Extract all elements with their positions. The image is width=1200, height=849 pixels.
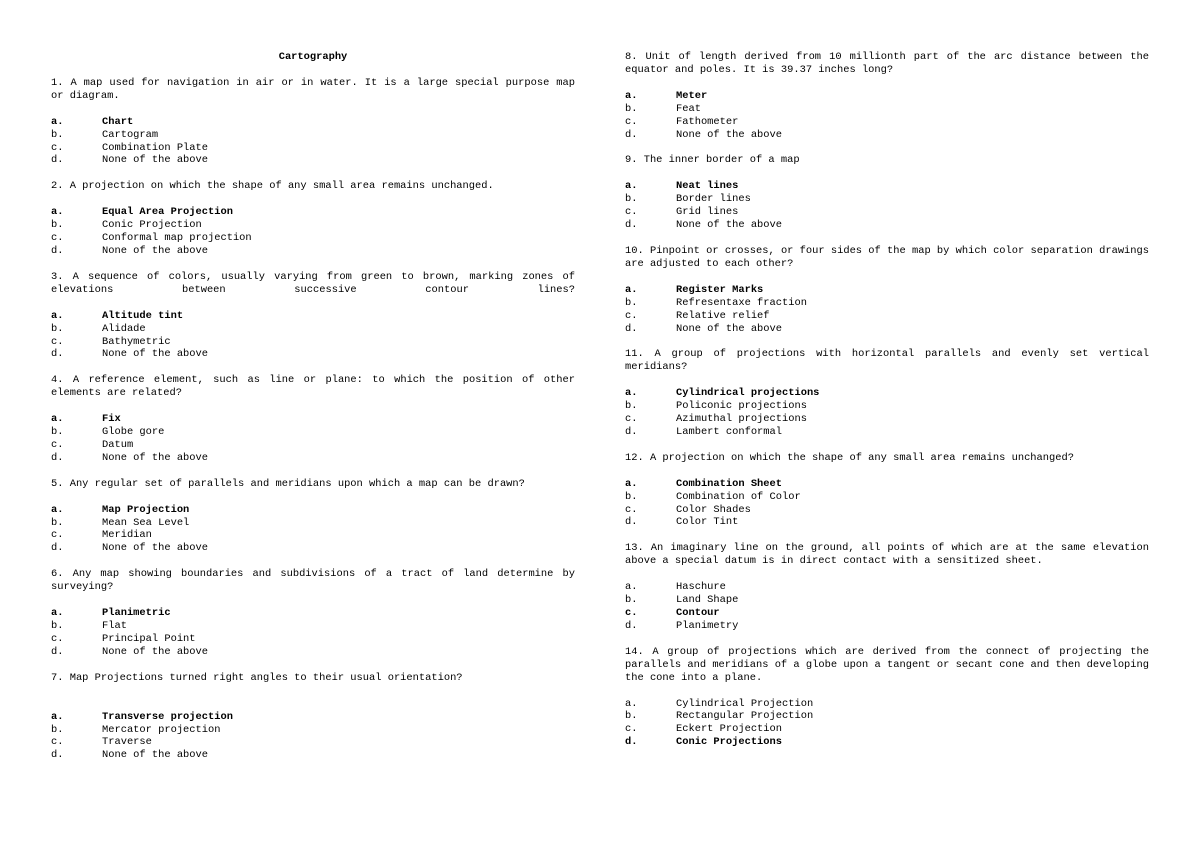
option-text: Fix [102, 413, 121, 426]
option [51, 517, 575, 530]
option-letter: b. [625, 490, 638, 503]
option-list [51, 310, 575, 362]
question-block [51, 180, 575, 258]
option-text: Register Marks [676, 283, 764, 296]
correct-option [51, 711, 575, 724]
option-text: Border lines [676, 193, 751, 206]
option-letter: c. [51, 335, 64, 348]
option-letter: b. [625, 193, 638, 206]
option [51, 646, 575, 659]
option-letter: b. [51, 219, 64, 232]
option-text: Mean Sea Level [102, 516, 190, 529]
option-letter: c. [625, 503, 638, 516]
option-text: Feat [676, 102, 701, 115]
option [625, 413, 1149, 426]
question-block [625, 245, 1149, 335]
option [625, 581, 1149, 594]
option-letter: c. [625, 413, 638, 426]
option-text: Refresentaxe fraction [676, 296, 807, 309]
option [51, 439, 575, 452]
option-list [625, 90, 1149, 142]
option-text: Cylindrical Projection [676, 697, 814, 710]
option-text: Conformal map projection [102, 232, 252, 245]
option-text: None of the above [676, 322, 783, 335]
question-block [625, 646, 1149, 749]
option-letter: d. [625, 219, 638, 232]
option [51, 323, 575, 336]
option-list [51, 711, 575, 763]
question-block [625, 452, 1149, 530]
option-text: Planimetry [676, 619, 739, 632]
option [625, 620, 1149, 633]
option-text: None of the above [102, 749, 209, 762]
option-text: None of the above [676, 128, 783, 141]
question-block [51, 478, 575, 556]
option [51, 426, 575, 439]
option-text: Principal Point [102, 632, 196, 645]
option [625, 698, 1149, 711]
option-letter: c. [51, 529, 64, 542]
option-letter: d. [625, 128, 638, 141]
correct-option [51, 116, 575, 129]
option [625, 103, 1149, 116]
option-letter: b. [51, 322, 64, 335]
option [625, 491, 1149, 504]
option-text: Planimetric [102, 607, 171, 620]
option [51, 724, 575, 737]
option-text: Globe gore [102, 426, 165, 439]
option-list [51, 116, 575, 168]
option-letter: d. [625, 322, 638, 335]
option-text: None of the above [102, 645, 209, 658]
option-text: None of the above [676, 219, 783, 232]
option-text: Altitude tint [102, 309, 184, 322]
option-letter: d. [51, 348, 64, 361]
option-text: Transverse projection [102, 710, 233, 723]
question-block [625, 51, 1149, 141]
option [51, 336, 575, 349]
question-text: 7. Map Projections turned right angles to their usual orientation? [51, 671, 463, 684]
question-text: 10. Pinpoint or crosses, or four sides of the map by which color separation drawings are adjusted to each other? [625, 244, 1149, 270]
option-letter: b. [51, 723, 64, 736]
option-list [51, 504, 575, 556]
option-list [625, 698, 1149, 750]
option-text: Grid lines [676, 206, 739, 219]
question-block [51, 374, 575, 464]
option-letter: b. [51, 128, 64, 141]
option-letter: b. [51, 426, 64, 439]
option-text: Color Shades [676, 503, 751, 516]
correct-option [51, 607, 575, 620]
correct-option [625, 736, 1149, 749]
option-letter: d. [51, 542, 64, 555]
question-text: 1. A map used for navigation in air or in water. It is a large special purpose map or diagram. [51, 76, 575, 102]
option-text: Alidade [102, 322, 146, 335]
option-text: Meter [676, 89, 708, 102]
question-block [51, 672, 575, 763]
question-text: 14. A group of projections which are derived from the connect of projecting the parallels and meridians of a globe upon a tangent or secant cone and then developing the cone into a plane. [625, 645, 1149, 684]
option-text: Combination Plate [102, 141, 209, 154]
blank-line [51, 685, 575, 698]
option-letter: b. [51, 620, 64, 632]
option-letter: a. [51, 309, 64, 322]
option-letter: d. [51, 645, 64, 658]
option-list [625, 180, 1149, 232]
option-text: Cartogram [102, 128, 159, 141]
option-letter: c. [625, 723, 638, 736]
option-letter: d. [51, 749, 64, 762]
question-text: 12. A projection on which the shape of any small area remains unchanged? [625, 451, 1074, 464]
option-letter: b. [625, 400, 638, 413]
option-list [625, 387, 1149, 439]
option-letter: d. [51, 154, 64, 167]
option [625, 710, 1149, 723]
left-column [51, 51, 575, 775]
option-text: Cylindrical projections [676, 387, 820, 400]
page-title: Cartography [278, 51, 348, 63]
option-text: None of the above [102, 154, 209, 167]
option-letter: c. [625, 206, 638, 219]
question-block [625, 348, 1149, 438]
option-letter: b. [625, 102, 638, 115]
question-block [51, 271, 575, 361]
option [625, 219, 1149, 232]
option-list [51, 206, 575, 258]
option-text: None of the above [102, 451, 209, 464]
option-letter: a. [51, 413, 64, 426]
option [51, 129, 575, 142]
option [625, 594, 1149, 607]
option-list [625, 581, 1149, 633]
option-text: Land Shape [676, 594, 739, 607]
option-letter: c. [51, 438, 64, 451]
right-column [625, 51, 1149, 762]
option-list [51, 607, 575, 659]
option-letter: d. [51, 451, 64, 464]
option [51, 219, 575, 232]
question-block [625, 154, 1149, 232]
option-text: None of the above [102, 542, 209, 555]
option-text: Equal Area Projection [102, 206, 233, 219]
option-letter: b. [625, 594, 638, 607]
option-text: Policonic projections [676, 400, 807, 413]
option-text: Combination of Color [676, 490, 801, 503]
option-list [625, 284, 1149, 336]
correct-option [625, 284, 1149, 297]
correct-option [625, 478, 1149, 491]
option-letter: d. [625, 425, 638, 438]
option [625, 426, 1149, 439]
option-letter: d. [625, 736, 638, 749]
option-text: Fathometer [676, 115, 739, 128]
option [625, 129, 1149, 142]
question-text: 6. Any map showing boundaries and subdivisions of a tract of land determine by surveying? [51, 568, 575, 594]
correct-option [625, 387, 1149, 400]
option [51, 245, 575, 258]
option [51, 142, 575, 155]
option-letter: c. [625, 607, 638, 619]
option-text: Azimuthal projections [676, 413, 807, 426]
option-list [51, 413, 575, 465]
option-text: Haschure [676, 581, 726, 594]
option [625, 297, 1149, 310]
correct-option [625, 180, 1149, 193]
option [51, 736, 575, 749]
option-text: Bathymetric [102, 335, 171, 348]
option [625, 323, 1149, 336]
option-letter: a. [625, 697, 638, 710]
question-text: 4. A reference element, such as line or plane: to which the position of other elements are related? [51, 374, 575, 400]
option-letter: c. [51, 736, 64, 749]
option-letter: a. [51, 115, 64, 128]
option-text: Traverse [102, 736, 152, 749]
option [51, 633, 575, 646]
question-text: 9. The inner border of a map [625, 154, 800, 167]
option-letter: a. [51, 206, 64, 219]
option-text: Flat [102, 620, 127, 632]
option-text: None of the above [102, 244, 209, 257]
option [51, 348, 575, 361]
option-letter: a. [51, 710, 64, 723]
option-text: Conic Projection [102, 219, 202, 232]
option-letter: d. [625, 619, 638, 632]
option [51, 620, 575, 633]
option-text: Conic Projections [676, 736, 783, 749]
option [625, 516, 1149, 529]
question-text: 5. Any regular set of parallels and meridians upon which a map can be drawn? [51, 477, 525, 490]
correct-option [625, 607, 1149, 620]
option-letter: b. [625, 296, 638, 309]
option-letter: c. [625, 309, 638, 322]
option-letter: c. [51, 141, 64, 154]
option [625, 206, 1149, 219]
correct-option [51, 310, 575, 323]
option-letter: d. [625, 516, 638, 529]
option-text: Map Projection [102, 503, 190, 516]
question-text: 2. A projection on which the shape of any small area remains unchanged. [51, 180, 494, 193]
question-block [51, 77, 575, 167]
question-text: 13. An imaginary line on the ground, all points of which are at the same elevation above a special datum is in direct contact with a sensitized sheet. [625, 542, 1149, 568]
option-text: Chart [102, 115, 134, 128]
option-text: None of the above [102, 348, 209, 361]
option-letter: a. [625, 477, 638, 490]
option-letter: d. [51, 244, 64, 257]
option-text: Datum [102, 438, 134, 451]
option [51, 542, 575, 555]
question-block [51, 568, 575, 658]
option-letter: a. [51, 503, 64, 516]
option [51, 749, 575, 762]
option [625, 193, 1149, 206]
option-text: Color Tint [676, 516, 739, 529]
option-letter: a. [625, 283, 638, 296]
option-letter: c. [625, 115, 638, 128]
correct-option [51, 504, 575, 517]
option-letter: a. [625, 180, 638, 193]
option-text: Neat lines [676, 180, 739, 193]
question-text: 11. A group of projections with horizontal parallels and evenly set vertical meridians? [625, 348, 1149, 374]
option [625, 116, 1149, 129]
option-text: Eckert Projection [676, 723, 783, 736]
option-text: Meridian [102, 529, 152, 542]
option-text: Relative relief [676, 309, 770, 322]
question-text: 8. Unit of length derived from 10 millionth part of the arc distance between the equator and poles. It is 39.37 inches long? [625, 51, 1149, 76]
option-letter: b. [51, 516, 64, 529]
option-letter: c. [51, 632, 64, 645]
option-text: Mercator projection [102, 723, 221, 736]
option [625, 400, 1149, 413]
option-letter: a. [625, 581, 638, 594]
option-text: Rectangular Projection [676, 710, 814, 723]
question-block [625, 542, 1149, 632]
option [51, 232, 575, 245]
question-text: 3. A sequence of colors, usually varying from green to brown, marking zones of elevations between successive contour lines? [51, 270, 575, 296]
correct-option [51, 413, 575, 426]
correct-option [625, 90, 1149, 103]
option [51, 154, 575, 167]
option-text: Lambert conformal [676, 425, 783, 438]
option [625, 723, 1149, 736]
option-text: Combination Sheet [676, 477, 783, 490]
option-letter: a. [625, 387, 638, 400]
option [51, 529, 575, 542]
option [51, 452, 575, 465]
correct-option [51, 206, 575, 219]
option-letter: b. [625, 710, 638, 723]
option-text: Contour [676, 607, 720, 619]
option [625, 310, 1149, 323]
option-letter: a. [51, 607, 64, 620]
option [625, 504, 1149, 517]
option-letter: c. [51, 232, 64, 245]
option-letter: a. [625, 89, 638, 102]
option-list [625, 478, 1149, 530]
